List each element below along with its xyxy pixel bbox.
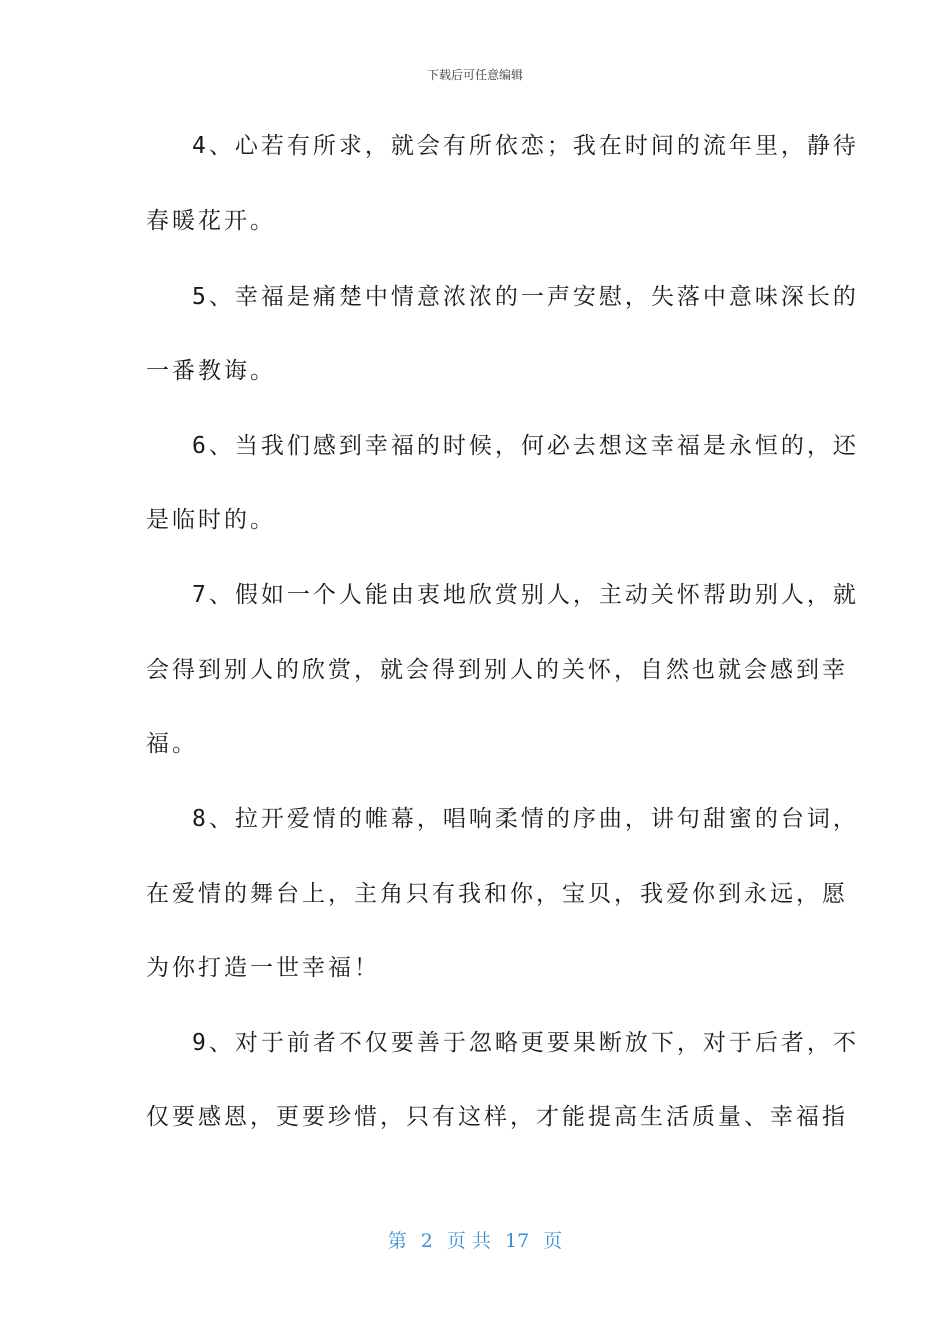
footer-page-number: 2 xyxy=(420,1230,433,1252)
footer-mid: 页 共 xyxy=(446,1230,491,1252)
page-header: 下载后可任意编辑 xyxy=(426,68,523,82)
footer-prefix: 第 xyxy=(387,1230,407,1252)
text-line: 福。 xyxy=(146,731,198,757)
text-line: 5、幸福是痛楚中情意浓浓的一声安慰，失落中意味深长的 xyxy=(192,284,859,310)
text-line: 一番教诲。 xyxy=(146,358,276,384)
text-line: 是临时的。 xyxy=(146,507,276,533)
text-line: 7、假如一个人能由衷地欣赏别人，主动关怀帮助别人，就 xyxy=(192,582,859,608)
text-line: 春暖花开。 xyxy=(146,208,276,234)
page-footer xyxy=(0,1226,950,1253)
footer-suffix: 页 xyxy=(543,1230,563,1252)
text-line: 在爱情的舞台上，主角只有我和你，宝贝，我爱你到永远，愿 xyxy=(146,881,848,907)
text-line: 为你打造一世幸福！ xyxy=(146,955,380,981)
text-line: 4、心若有所求，就会有所依恋；我在时间的流年里，静待 xyxy=(192,133,859,159)
text-line: 仅要感恩，更要珍惜，只有这样，才能提高生活质量、幸福指 xyxy=(146,1104,848,1130)
text-line: 8、拉开爱情的帷幕，唱响柔情的序曲，讲句甜蜜的台词， xyxy=(192,806,859,832)
text-line: 会得到别人的欣赏，就会得到别人的关怀，自然也就会感到幸 xyxy=(146,657,848,683)
footer-total-pages: 17 xyxy=(505,1230,530,1252)
text-line: 6、当我们感到幸福的时候，何必去想这幸福是永恒的，还 xyxy=(192,433,859,459)
text-line: 9、对于前者不仅要善于忽略更要果断放下，对于后者，不 xyxy=(192,1030,859,1056)
